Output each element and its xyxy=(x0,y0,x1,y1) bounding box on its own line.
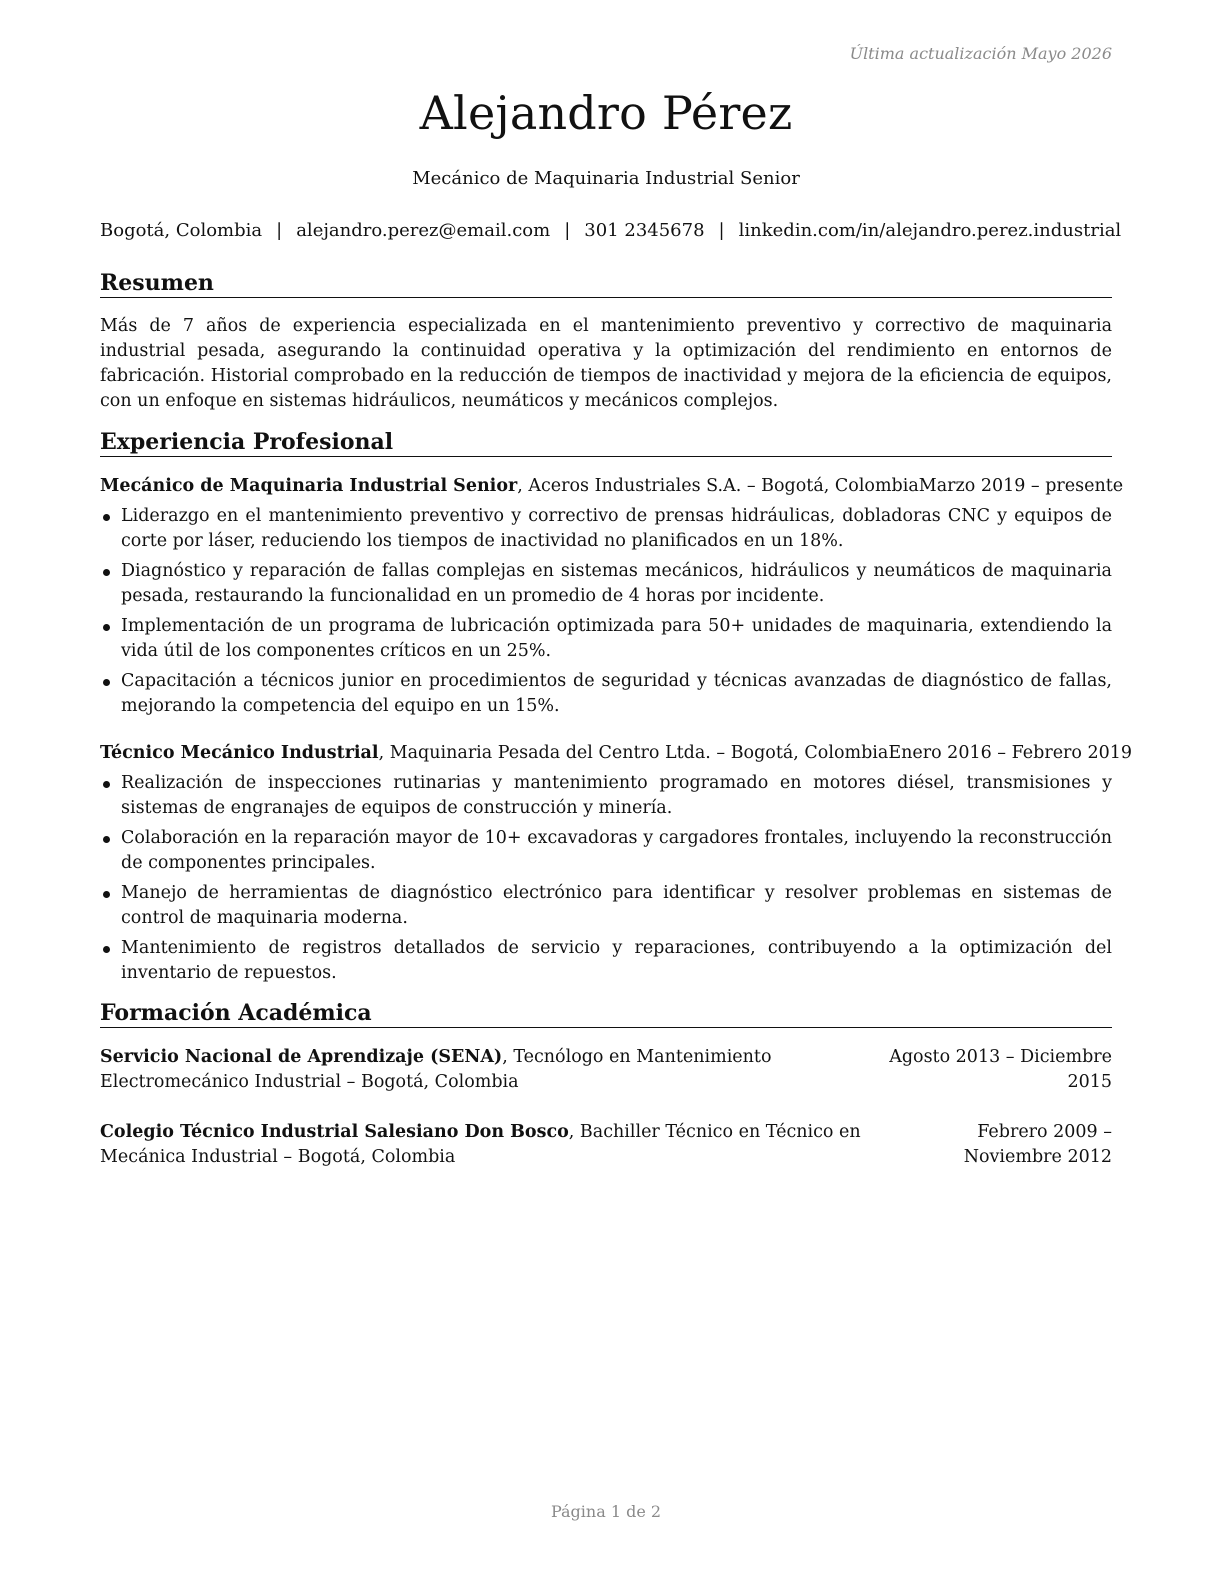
job-bullets xyxy=(100,504,1112,724)
job-title-company xyxy=(100,741,888,766)
bullet-item: Capacitación a técnicos junior en procedimientos de seguridad y técnicas avanzadas de diagnóstico de fallas, mejorando la competencia del equipo en un 15%. xyxy=(100,669,1112,719)
job-role: Mecánico de Maquinaria Industrial Senior xyxy=(100,476,518,496)
resume-page xyxy=(100,0,1133,1584)
job-bullets xyxy=(100,771,1112,991)
contact-linkedin[interactable]: linkedin.com/in/alejandro.perez.industrial xyxy=(738,220,1122,241)
bullet-item: Manejo de herramientas de diagnóstico electrónico para identificar y resolver problemas en sistemas de control de maquinaria moderna. xyxy=(100,881,1112,931)
education-institution xyxy=(100,1045,870,1095)
bullet-item: Realización de inspecciones rutinarias y mantenimiento programado en motores diésel, transmisiones y sistemas de engranajes de equipos de construcción y minería. xyxy=(100,771,1112,821)
bullet-item: Liderazgo en el mantenimiento preventivo y correctivo de prensas hidráulicas, dobladoras CNC y equipos de corte por láser, reduciendo los tiempos de inactividad no planificados en un 18%. xyxy=(100,504,1112,554)
headline: Mecánico de Maquinaria Industrial Senior xyxy=(412,168,800,189)
page-number: Página 1 de 2 xyxy=(550,1502,662,1521)
bullet-item: Mantenimiento de registros detallados de servicio y reparaciones, contribuyendo a la optimización del inventario de repuestos. xyxy=(100,936,1112,986)
education-entry xyxy=(100,1120,1112,1170)
section-title-education: Formación Académica xyxy=(100,1000,1112,1028)
education-dates: Febrero 2009 – Noviembre 2012 xyxy=(963,1122,1112,1167)
bullet-item: Diagnóstico y reparación de fallas complejas en sistemas mecánicos, hidráulicos y neumáticos de maquinaria pesada, restaurando la funcionalidad en un promedio de 4 horas por incidente. xyxy=(100,559,1112,609)
bullet-item: Colaboración en la reparación mayor de 10+ excavadoras y cargadores frontales, incluyendo la reconstrucción de componentes principales. xyxy=(100,826,1112,876)
contact-line xyxy=(100,220,1122,241)
job-company: , Aceros Industriales S.A. – Bogotá, Colombia xyxy=(517,476,919,496)
bullet-item: Implementación de un programa de lubricación optimizada para 50+ unidades de maquinaria, extendiendo la vida útil de los componentes críticos en un 25%. xyxy=(100,614,1112,664)
job-title-company xyxy=(100,474,919,499)
degree-detail: , Bachiller Técnico en Técnico en Mecánica Industrial – Bogotá, Colombia xyxy=(100,1122,861,1167)
summary-text: Más de 7 años de experiencia especializada en el mantenimiento preventivo y correctivo de maquinaria industrial pesada, asegurando la continuidad operativa y la optimización del rendimiento en entornos de fabricación. Historial comprobado en la reducción de tiempos de inactividad y mejora de la eficiencia de equipos, con un enfoque en sistemas hidráulicos, neumáticos y mecánicos complejos. xyxy=(100,316,1112,411)
contact-phone: 301 2345678 xyxy=(584,220,705,241)
school-name: Colegio Técnico Industrial Salesiano Don Bosco xyxy=(100,1122,569,1142)
job-role: Técnico Mecánico Industrial xyxy=(100,743,379,763)
job-company: , Maquinaria Pesada del Centro Ltda. – Bogotá, Colombia xyxy=(378,743,889,763)
education-entry xyxy=(100,1045,1112,1095)
job-header xyxy=(100,741,1133,766)
education-dates: Agosto 2013 – Diciembre 2015 xyxy=(889,1047,1112,1092)
education-institution xyxy=(100,1120,870,1170)
separator: | xyxy=(276,220,283,241)
last-updated: Última actualización Mayo 2026 xyxy=(849,44,1112,63)
candidate-name: Alejandro Pérez xyxy=(419,86,793,140)
contact-email[interactable]: alejandro.perez@email.com xyxy=(296,220,551,241)
separator: | xyxy=(564,220,571,241)
school-name: Servicio Nacional de Aprendizaje (SENA) xyxy=(100,1047,503,1067)
separator: | xyxy=(718,220,725,241)
job-header xyxy=(100,474,1124,499)
job-dates: Marzo 2019 – presente xyxy=(918,476,1124,496)
job-dates: Enero 2016 – Febrero 2019 xyxy=(888,743,1133,763)
section-title-summary: Resumen xyxy=(100,270,1112,298)
section-title-experience: Experiencia Profesional xyxy=(100,429,1112,457)
contact-location: Bogotá, Colombia xyxy=(100,220,263,241)
degree-detail: , Tecnólogo en Mantenimiento Electromecánico Industrial – Bogotá, Colombia xyxy=(100,1047,772,1092)
